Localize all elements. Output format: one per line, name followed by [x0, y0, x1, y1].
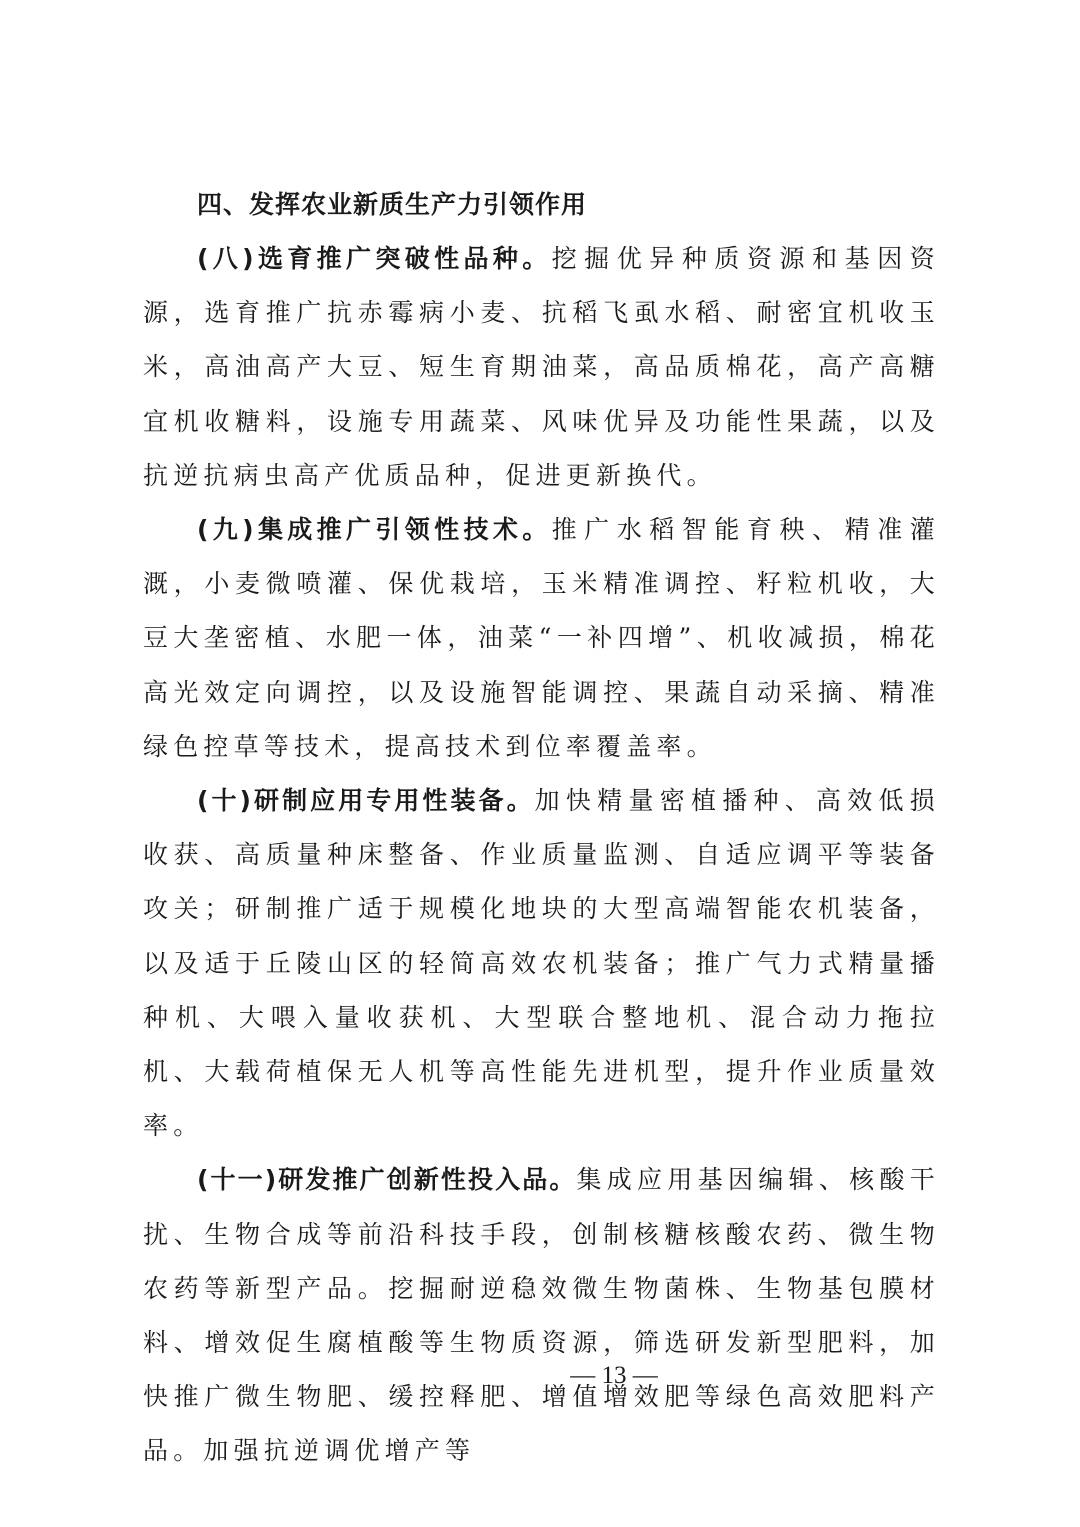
- paragraph-text: 加快精量密植播种、高效低损收获、高质量种床整备、作业质量监测、自适应调平等装备攻关；研制推广适于规模化地块的大型高端智能农机装备，以及适于丘陵山区的轻简高效农机装备；推广气力式精量播种机、大喂入量收获机、大型联合整地机、混合动力拖拉机、大载荷植保无人机等高性能先进机型，提升作业质量效率。: [143, 786, 940, 1141]
- page-number: — 13 —: [570, 1362, 658, 1389]
- paragraph-innovative-inputs: [143, 1153, 940, 1478]
- paragraph-text: 推广水稻智能育秧、精准灌溉，小麦微喷灌、保优栽培，玉米精准调控、籽粒机收，大豆大垄密植、水肥一体，油菜“一补四增”、机收减损，棉花高光效定向调控，以及设施智能调控、果蔬自动采摘、精准绿色控草等技术，提高技术到位率覆盖率。: [143, 515, 940, 761]
- document-body: [143, 178, 940, 1479]
- paragraph-leading-technology: [143, 503, 940, 774]
- paragraph-lead: (八)选育推广突破性品种。: [197, 244, 552, 273]
- paragraph-lead: (十)研制应用专用性装备。: [197, 786, 535, 816]
- paragraph-special-equipment: [143, 774, 940, 1153]
- paragraph-breeding-varieties: [143, 232, 940, 503]
- paragraph-text: 集成应用基因编辑、核酸干扰、生物合成等前沿科技手段，创制核糖核酸农药、微生物农药等新型产品。挖掘耐逆稳效微生物菌株、生物基包膜材料、增效促生腐植酸等生物质资源，筛选研发新型肥料，加快推广微生物肥、缓控释肥、增值增效肥等绿色高效肥料产品。加强抗逆调优增产等: [143, 1165, 940, 1466]
- section-heading: 四、发挥农业新质生产力引领作用: [197, 190, 588, 219]
- paragraph-lead: (十一)研发推广创新性投入品。: [197, 1165, 577, 1195]
- paragraph-lead: (九)集成推广引领性技术。: [197, 515, 552, 545]
- paragraph-text: 挖掘优异种质资源和基因资源，选育推广抗赤霉病小麦、抗稻飞虱水稻、耐密宜机收玉米，高油高产大豆、短生育期油菜，高品质棉花，高产高糖宜机收糖料，设施专用蔬菜、风味优异及功能性果蔬，以及抗逆抗病虫高产优质品种，促进更新换代。: [143, 244, 940, 490]
